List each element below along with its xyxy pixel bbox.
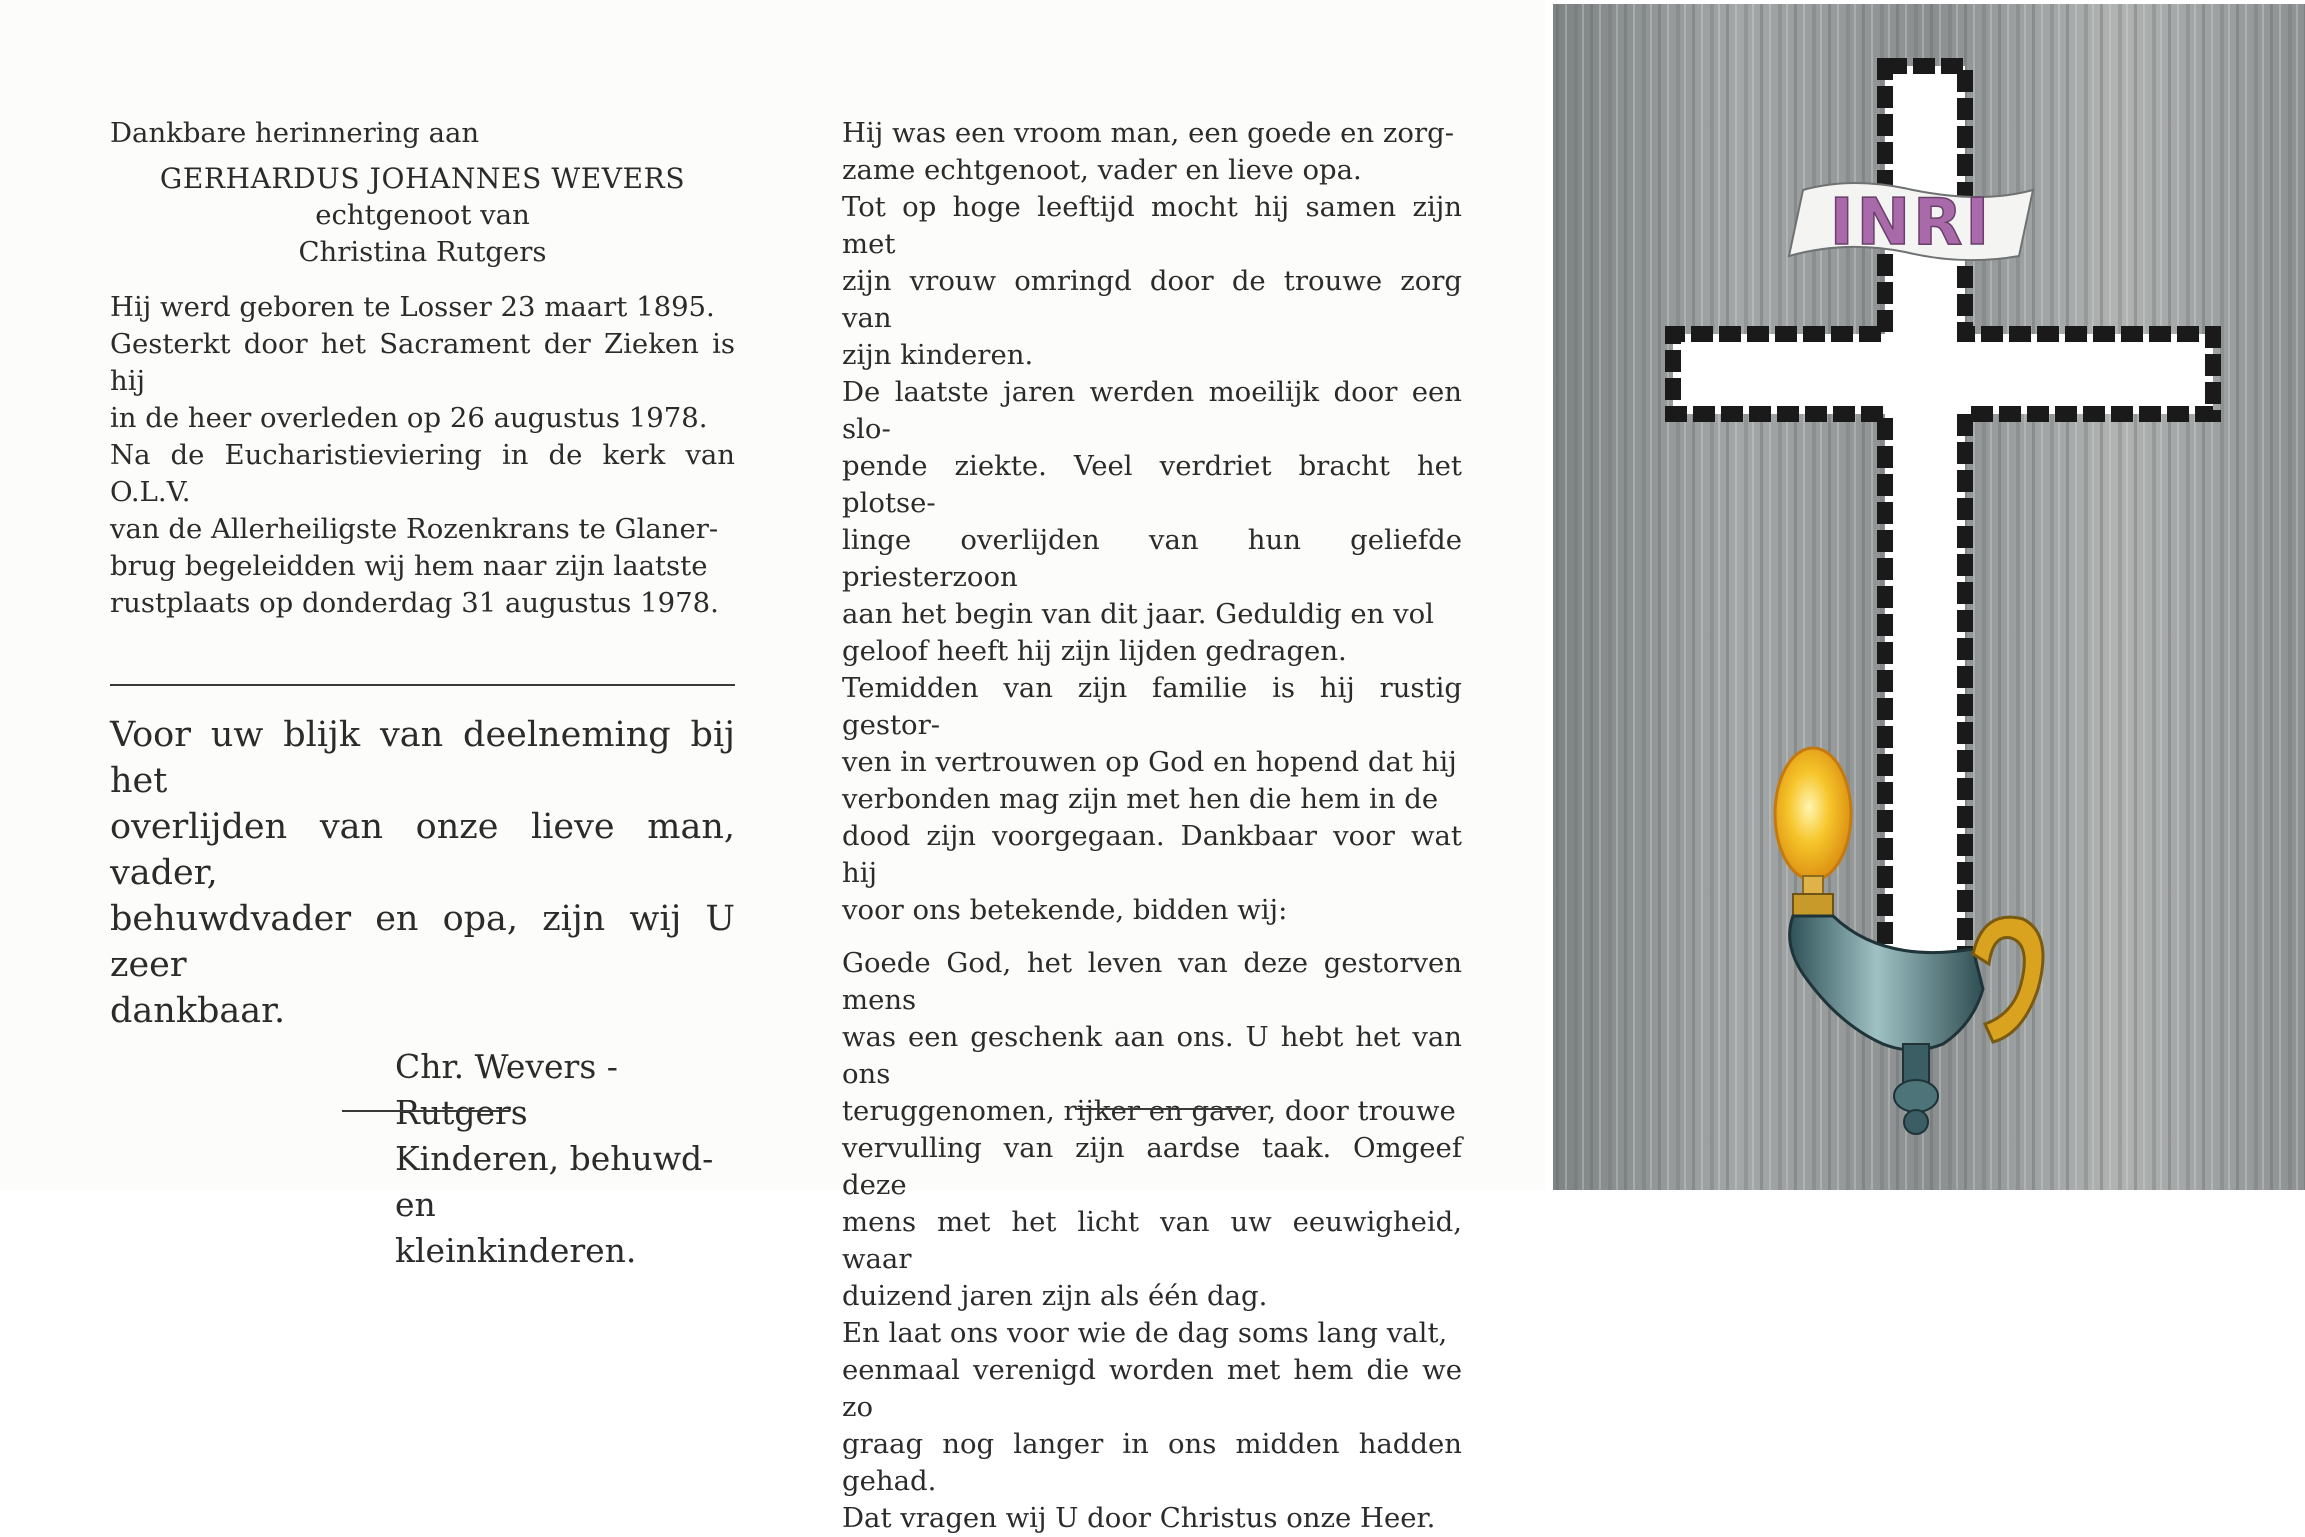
thanks-line: behuwdvader en opa, zijn wij U zeer xyxy=(110,899,735,985)
tribute-line: voor ons betekende, bidden wij: xyxy=(842,894,1288,926)
prayer-line: vervulling van zijn aardse taak. Omgeef deze xyxy=(842,1132,1462,1201)
left-panel xyxy=(110,115,735,1274)
signature-line: Kinderen, behuwd- en xyxy=(395,1139,714,1224)
flame-icon xyxy=(1775,748,1851,880)
cross-painting-svg xyxy=(1553,4,2305,1190)
thanks-line: overlijden van onze lieve man, vader, xyxy=(110,807,735,893)
prayer-line: eenmaal verenigd worden met hem die we zo xyxy=(842,1354,1462,1423)
prayer-line: was een geschenk aan ons. U hebt het van ons xyxy=(842,1021,1462,1090)
thanks-line: Voor uw blijk van deelneming bij het xyxy=(110,715,735,801)
tribute-line: verbonden mag zijn met hen die hem in de xyxy=(842,783,1439,815)
prayer-text xyxy=(842,945,1462,1537)
tribute-line: dood zijn voorgegaan. Dankbaar voor wat hij xyxy=(842,820,1462,889)
tribute-line: zijn kinderen. xyxy=(842,339,1034,371)
prayer-line: teruggenomen, rijker en gaver, door trouwe xyxy=(842,1095,1456,1127)
tribute-line: Temidden van zijn familie is hij rustig gestor- xyxy=(842,672,1462,741)
bio-line: van de Allerheiligste Rozenkrans te Glaner- xyxy=(110,513,719,545)
tribute-text xyxy=(842,115,1462,929)
signature-line: kleinkinderen. xyxy=(395,1231,637,1270)
tribute-line: zijn vrouw omringd door de trouwe zorg van xyxy=(842,265,1462,334)
bio-line: Hij werd geboren te Losser 23 maart 1895. xyxy=(110,291,715,323)
signature-line: Chr. Wevers - Rutgers xyxy=(395,1047,618,1132)
inri-text: INRI xyxy=(1829,186,1993,260)
thanks-line: dankbaar. xyxy=(110,991,286,1031)
bio-line: rustplaats op donderdag 31 augustus 1978. xyxy=(110,587,719,619)
prayer-line: duizend jaren zijn als één dag. xyxy=(842,1280,1268,1312)
prayer-line: mens met het licht van uw eeuwigheid, waar xyxy=(842,1206,1462,1275)
tribute-line: pende ziekte. Veel verdriet bracht het plotse- xyxy=(842,450,1462,519)
tribute-line: Hij was een vroom man, een goede en zorg- xyxy=(842,117,1454,149)
tribute-line: geloof heeft hij zijn lijden gedragen. xyxy=(842,635,1347,667)
intro-line: Dankbare herinnering aan xyxy=(110,117,480,149)
tribute-line: aan het begin van dit jaar. Geduldig en vol xyxy=(842,598,1434,630)
left-footer-rule xyxy=(342,1110,510,1112)
thanks-message xyxy=(110,712,735,1034)
bio-line: Gesterkt door het Sacrament der Zieken is hij xyxy=(110,328,735,397)
prayer-line: Dat vragen wij U door Christus onze Heer. xyxy=(842,1502,1436,1534)
tribute-line: ven in vertrouwen op God en hopend dat hij xyxy=(842,746,1457,778)
middle-panel xyxy=(842,115,1462,1537)
prayer-line: graag nog langer in ons midden hadden gehad. xyxy=(842,1428,1462,1497)
bio-line: brug begeleidden wij hem naar zijn laatste xyxy=(110,550,708,582)
biography xyxy=(110,289,735,622)
tribute-line: linge overlijden van hun geliefde priesterzoon xyxy=(842,524,1462,593)
relation-line: echtgenoot van xyxy=(315,199,530,231)
tribute-line: Tot op hoge leeftijd mocht hij samen zijn met xyxy=(842,191,1462,260)
bio-line: in de heer overleden op 26 augustus 1978. xyxy=(110,402,708,434)
tribute-line: zame echtgenoot, vader en lieve opa. xyxy=(842,154,1362,186)
spouse-name: Christina Rutgers xyxy=(298,236,547,268)
cross-painting xyxy=(1553,4,2305,1190)
deceased-name: GERHARDUS JOHANNES WEVERS xyxy=(159,162,686,195)
bio-line: Na de Eucharistieviering in de kerk van O.L.V. xyxy=(110,439,735,508)
tribute-line: De laatste jaren werden moeilijk door een slo- xyxy=(842,376,1462,445)
prayer-line: Goede God, het leven van deze gestorven mens xyxy=(842,947,1462,1016)
middle-footer-rule xyxy=(1075,1108,1243,1110)
signature-block xyxy=(110,1044,735,1274)
prayer-line: En laat ons voor wie de dag soms lang valt, xyxy=(842,1317,1448,1349)
